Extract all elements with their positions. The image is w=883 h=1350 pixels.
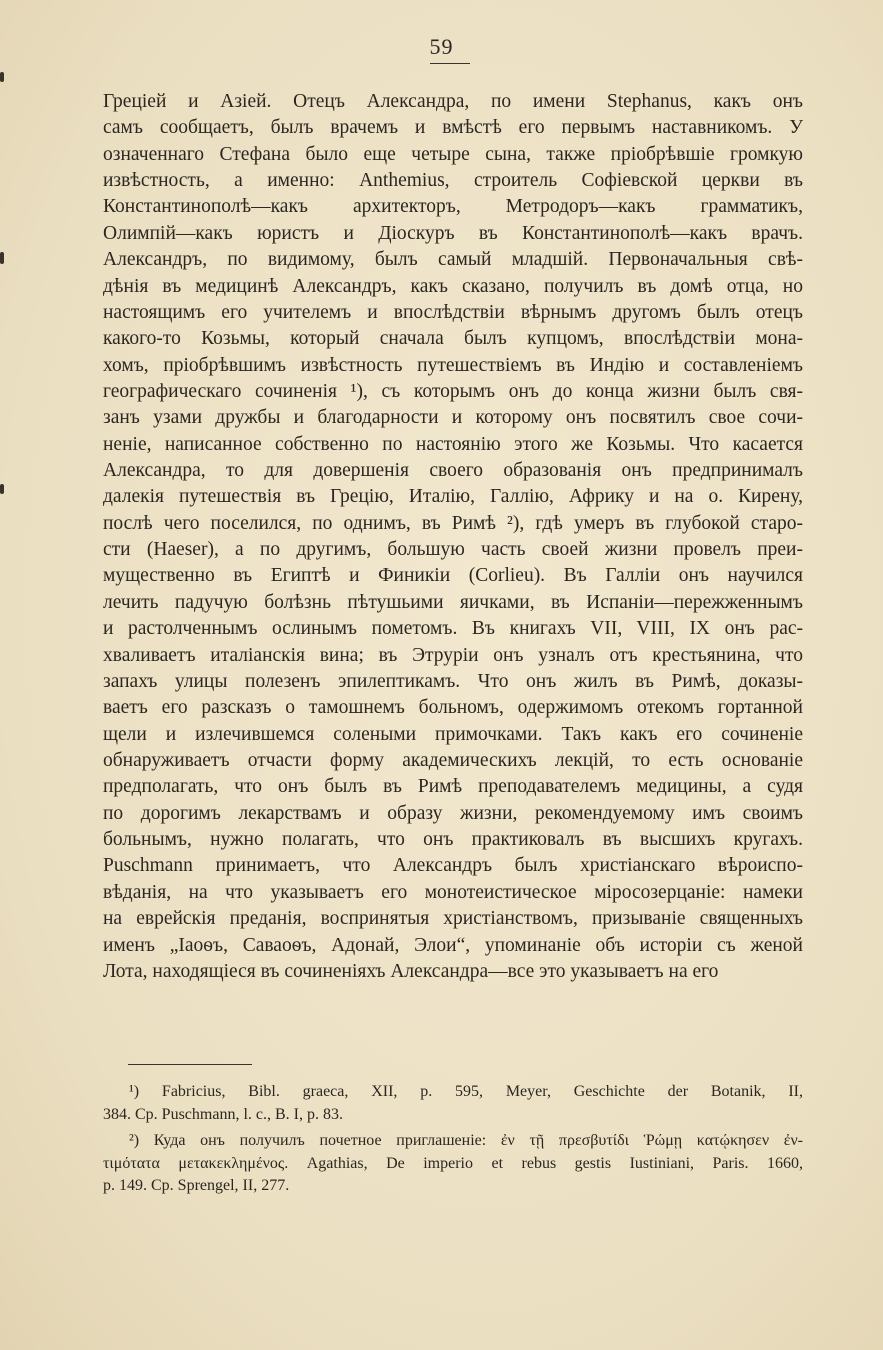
text-line: запахъ улицы полезенъ эпилептикамъ. Что онъ жилъ въ Римѣ, доказы- (103, 670, 803, 692)
text-line: самъ сообщаетъ, былъ врачемъ и вмѣстѣ его первымъ наставникомъ. У (103, 117, 803, 139)
footnote-line: ¹) Fabricius, Bibl. graeca, XII, p. 595, Meyer, Geschichte der Botanik, II, (129, 1083, 803, 1100)
body-text (103, 89, 803, 985)
text-line: хомъ, пріобрѣвшимъ извѣстность путешествіемъ въ Индію и составленіемъ (103, 354, 803, 376)
text-line: сти (Haeser), а по другимъ, большую часть своей жизни провелъ преи- (103, 539, 803, 561)
text-line: извѣстность, а именно: Anthemius, строитель Софіевской церкви въ (103, 170, 803, 192)
text-line: предполагать, что онъ былъ въ Римѣ преподавателемъ медицины, а судя (103, 776, 803, 798)
text-line: Греціей и Азіей. Отецъ Александра, по имени Stephanus, какъ онъ (103, 91, 803, 112)
margin-mark (0, 252, 4, 264)
text-line: какого-то Козьмы, который сначала былъ купцомъ, впослѣдствіи мона- (103, 328, 803, 350)
text-line: Александръ, по видимому, былъ самый младшій. Первоначальныя свѣ- (103, 249, 803, 271)
footnotes (103, 1081, 803, 1198)
text-line: Константинополѣ—какъ архитекторъ, Метродоръ—какъ грамматикъ, (103, 196, 803, 218)
text-line: географическаго сочиненія ¹), съ которымъ онъ до конца жизни былъ свя- (103, 380, 803, 402)
text-line: и растолченнымъ ослинымъ пометомъ. Въ книгахъ VII, VIII, IX онъ рас- (103, 618, 803, 640)
margin-mark (0, 484, 4, 494)
text-line: Олимпій—какъ юристъ и Діоскуръ въ Константинополѣ—какъ врачъ. (103, 222, 803, 244)
text-line: по дорогимъ лекарствамъ и образу жизни, рекомендуемому имъ своимъ (103, 802, 803, 824)
text-line: занъ узами дружбы и благодарности и которому онъ посвятилъ свое сочи- (103, 407, 803, 429)
margin-mark (0, 72, 4, 82)
text-line: Александра, то для довершенія своего образованія онъ предпринималъ (103, 460, 803, 482)
page-number: 59 (429, 34, 454, 59)
text-line: щели и излечившемся солеными примочками. Такъ какъ его сочиненіе (103, 723, 803, 745)
text-line: послѣ чего поселился, по однимъ, въ Римѣ ²), гдѣ умеръ въ глубокой старо- (103, 512, 803, 534)
text-line: настоящимъ его учителемъ и впослѣдствіи вѣрнымъ другомъ былъ отецъ (103, 301, 803, 323)
footnote-line: 384. Ср. Puschmann, l. c., B. I, p. 83. (103, 1105, 343, 1123)
text-line: Лота, находящіеся въ сочиненіяхъ Александра—все это указываетъ на его (103, 960, 719, 982)
text-line: именъ „Іаоѳъ, Саваоѳъ, Адонай, Элои“, упоминаніе объ исторіи съ женой (103, 934, 803, 956)
text-line: обнаруживаетъ отчасти форму академическихъ лекцій, то есть основаніе (103, 749, 803, 771)
page-number-underline (430, 63, 470, 64)
text-line: дѣнія въ медицинѣ Александръ, какъ сказано, получилъ въ домѣ отца, но (103, 275, 803, 297)
text-line: ваетъ его разсказъ о тамошнемъ больномъ, одержимомъ отекомъ гортанной (103, 697, 803, 719)
text-line: больнымъ, нужно полагать, что онъ практиковалъ въ высшихъ кругахъ. (103, 829, 803, 851)
text-line: на еврейскія преданія, воспринятыя христіанствомъ, призываніе священныхъ (103, 908, 803, 930)
text-line: неніе, написанное собственно по настоянію этого же Козьмы. Что касается (103, 433, 803, 455)
text-line: далекія путешествія въ Грецію, Италію, Галлію, Африку и на о. Кирену, (103, 486, 803, 508)
footnote-line: p. 149. Ср. Sprengel, II, 277. (103, 1177, 290, 1194)
text-line: вѣданія, на что указываетъ его монотеистическое міросозерцаніе: намеки (103, 881, 803, 903)
text-line: Puschmann принимаетъ, что Александръ былъ христіанскаго вѣроиспо- (103, 855, 803, 877)
footnote-line: ²) Куда онъ получилъ почетное приглашеніе: ἐν τῇ πρεσβυτίδι Ῥώμῃ κατῴκησεν ἐν- (129, 1132, 803, 1149)
text-line: означеннаго Стефана было еще четыре сына, также пріобрѣвшіе громкую (103, 143, 803, 165)
footnote-separator (128, 1064, 252, 1065)
text-line: лечить падучую болѣзнь пѣтушьими яичками, въ Испаніи—пережженнымъ (103, 591, 803, 613)
footnote-line: τιμότατα μετακεκλημένος. Agathias, De imperio et rebus gestis Iustiniani, Paris. 1660, (103, 1154, 803, 1172)
text-line: хваливаетъ италіанскія вина; въ Этруріи онъ узналъ отъ крестьянина, что (103, 644, 803, 666)
text-line: мущественно въ Египтѣ и Финикіи (Corlieu). Въ Галліи онъ научился (103, 565, 803, 587)
